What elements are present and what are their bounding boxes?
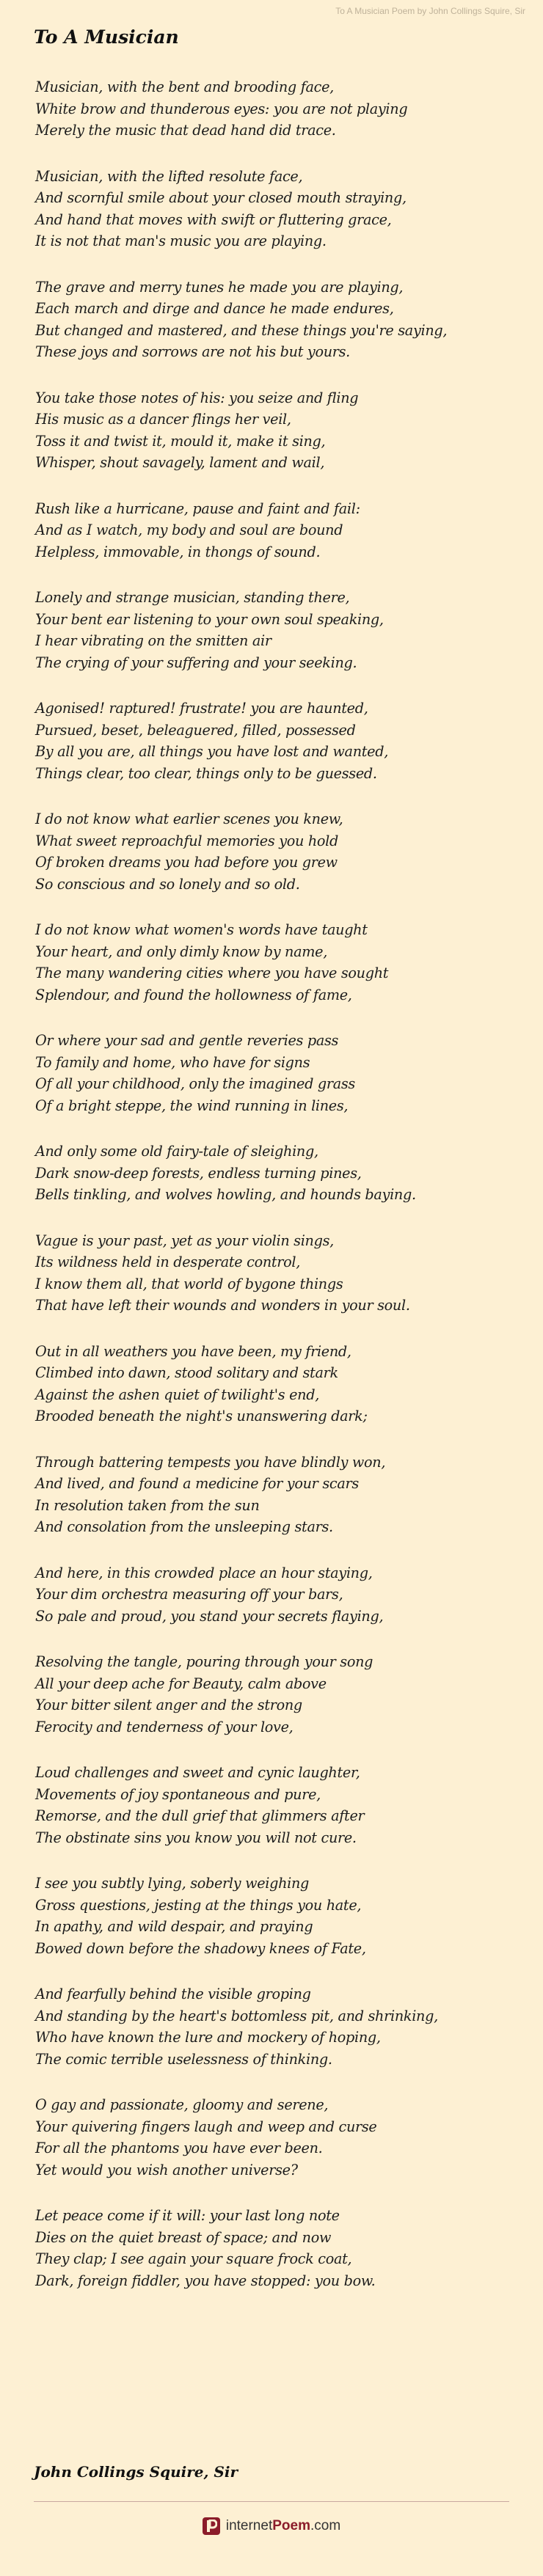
page-meta-caption: To A Musician Poem by John Collings Squire, Sir <box>335 6 525 16</box>
stanza <box>35 919 520 1006</box>
poem-line: All your deep ache for Beauty, calm above <box>35 1675 327 1692</box>
stanza <box>35 1651 520 1738</box>
poem-line: Bowed down before the shadowy knees of Fate, <box>35 1939 366 1957</box>
poem-line: His music as a dancer flings her veil, <box>35 411 291 428</box>
poem-line: Musician, with the bent and brooding face, <box>35 78 334 95</box>
poem-line: And hand that moves with swift or fluttering grace, <box>35 211 392 228</box>
brand-name: Poem <box>272 2518 310 2533</box>
poem-line: Musician, with the lifted resolute face, <box>35 167 303 185</box>
poem-line: Through battering tempests you have blindly won, <box>35 1453 386 1471</box>
stanza <box>35 1141 520 1206</box>
poem-line: Helpless, immovable, in thongs of sound. <box>35 543 321 560</box>
poem-line: Your quivering fingers laugh and weep and curse <box>35 2118 377 2135</box>
stanza <box>35 698 520 784</box>
poem-line: The crying of your suffering and your seeking. <box>35 654 357 671</box>
poem-line: Dark, foreign fiddler, you have stopped: you bow. <box>35 2272 376 2289</box>
poem-line: And fearfully behind the visible groping <box>35 1986 311 2002</box>
poem-line: Things clear, too clear, things only to be guessed. <box>35 764 377 782</box>
poem-line: Against the ashen quiet of twilight's end, <box>35 1386 320 1403</box>
stanza <box>35 1452 520 1538</box>
poem-line: Let peace come if it will: your last long note <box>35 2207 340 2224</box>
poem-line: Out in all weathers you have been, my friend, <box>35 1342 351 1360</box>
poem-line: O gay and passionate, gloomy and serene, <box>35 2096 329 2113</box>
footer-divider <box>34 2501 509 2502</box>
poem-line: Loud challenges and sweet and cynic laughter, <box>35 1764 360 1781</box>
poem-line: Pursued, beset, beleaguered, filled, possessed <box>35 721 356 739</box>
poem-line: Your bent ear listening to your own soul speaking, <box>35 610 384 628</box>
poem-line: And scornful smile about your closed mouth straying, <box>35 189 407 206</box>
poem-line: Of broken dreams you had before you grew <box>35 854 338 871</box>
poem-line: Your bitter silent anger and the strong <box>35 1697 302 1713</box>
stanza <box>35 1562 520 1628</box>
stanza <box>35 587 520 673</box>
poem-line: Your heart, and only dimly know by name, <box>35 943 327 960</box>
poem-line: I do not know what women's words have taught <box>35 921 368 938</box>
stanza <box>35 277 520 363</box>
poem-line: Movements of joy spontaneous and pure, <box>35 1785 321 1803</box>
stanza <box>35 1341 520 1427</box>
poem-line: But changed and mastered, and these things you're saying, <box>35 321 448 339</box>
poem-line: It is not that man's music you are playing. <box>35 233 327 249</box>
poem-line: Or where your sad and gentle reveries pass <box>35 1032 339 1049</box>
poem-line: Who have known the lure and mockery of hoping, <box>35 2029 381 2046</box>
stanza <box>35 166 520 252</box>
poem-line: By all you are, all things you have lost and wanted, <box>35 743 388 760</box>
poem-line: Gross questions, jesting at the things you hate, <box>35 1896 362 1914</box>
poem-line: Yet would you wish another universe? <box>35 2161 298 2178</box>
poem-line: Resolving the tangle, pouring through your song <box>35 1653 373 1670</box>
poem-line: The grave and merry tunes he made you are playing, <box>35 278 404 296</box>
poem-line: That have left their wounds and wonders in your soul. <box>35 1297 410 1314</box>
poem-line: The comic terrible uselessness of thinking. <box>35 2050 332 2068</box>
poem-line: Remorse, and the dull grief that glimmers after <box>35 1807 365 1824</box>
stanza <box>35 76 520 142</box>
poem-line: Dark snow-deep forests, endless turning pines, <box>35 1164 362 1182</box>
poem-line: So pale and proud, you stand your secrets flaying, <box>35 1607 384 1625</box>
stanza <box>35 1983 520 2070</box>
poem-line: Rush like a hurricane, pause and faint and fail: <box>35 500 360 517</box>
stanza <box>35 387 520 474</box>
brand-prefix: internet <box>225 2518 273 2533</box>
poem-line: The obstinate sins you know you will not cure. <box>35 1829 357 1846</box>
poem-line: I see you subtly lying, soberly weighing <box>35 1875 310 1892</box>
poem-line: I hear vibrating on the smitten air <box>35 632 272 649</box>
stanza <box>35 2094 520 2181</box>
poem-line: Splendour, and found the hollowness of fame, <box>35 986 352 1003</box>
stanza <box>35 498 520 563</box>
poem-line: To family and home, who have for signs <box>35 1053 310 1071</box>
poem-line: And here, in this crowded place an hour staying, <box>35 1564 373 1581</box>
poem-line: Dies on the quiet breast of space; and now <box>35 2228 332 2246</box>
poem-line: Each march and dirge and dance he made endures, <box>35 300 394 317</box>
poem-author[interactable]: John Collings Squire, Sir <box>34 2463 238 2481</box>
poem-line: For all the phantoms you have ever been. <box>35 2140 323 2156</box>
poem-line: Your dim orchestra measuring off your bars, <box>35 1586 343 1603</box>
stanza <box>35 1873 520 1959</box>
poem-line: Vague is your past, yet as your violin sings, <box>35 1232 334 1249</box>
poem-line: Ferocity and tenderness of your love, <box>35 1718 294 1735</box>
poem-line: They clap; I see again your square frock coat, <box>35 2250 352 2267</box>
stanza <box>35 1030 520 1116</box>
poem-line: Brooded beneath the night's unanswering dark; <box>35 1408 368 1424</box>
poem-line: And lived, and found a medicine for your scars <box>35 1475 359 1492</box>
poem-line: White brow and thunderous eyes: you are not playing <box>35 100 408 117</box>
brand-wordmark <box>226 2518 340 2534</box>
poem-line: Climbed into dawn, stood solitary and stark <box>35 1364 338 1381</box>
poem-body <box>35 76 520 2316</box>
stanza <box>35 1230 520 1317</box>
poem-line: In resolution taken from the sun <box>35 1496 260 1514</box>
poem-line: I know them all, that world of bygone things <box>35 1275 343 1292</box>
poem-line: And only some old fairy-tale of sleighing, <box>35 1143 318 1160</box>
poem-line: So conscious and so lonely and so old. <box>35 875 300 893</box>
poem-line: Of all your childhood, only the imagined grass <box>35 1075 355 1092</box>
site-brand-logo[interactable] <box>0 2517 543 2535</box>
poem-line: The many wandering cities where you have sought <box>35 965 389 981</box>
poem-line: Its wildness held in desperate control, <box>35 1254 301 1270</box>
poem-line: And consolation from the unsleeping stars. <box>35 1518 333 1535</box>
poem-line: And standing by the heart's bottomless pit, and shrinking, <box>35 2007 438 2024</box>
stanza <box>35 1762 520 1848</box>
brand-suffix: .com <box>310 2518 341 2533</box>
poem-line: Lonely and strange musician, standing there, <box>35 589 350 606</box>
stanza <box>35 2205 520 2291</box>
poem-line: I do not know what earlier scenes you knew, <box>35 811 343 827</box>
poem-line: Of a bright steppe, the wind running in lines, <box>35 1097 349 1114</box>
poem-line: These joys and sorrows are not his but yours. <box>35 343 350 360</box>
poem-line: You take those notes of his: you seize and fling <box>35 389 359 406</box>
poem-line: What sweet reproachful memories you hold <box>35 832 338 849</box>
poem-line: Merely the music that dead hand did trace. <box>35 122 336 139</box>
poem-line: In apathy, and wild despair, and praying <box>35 1918 313 1935</box>
poem-line: Toss it and twist it, mould it, make it sing, <box>35 432 326 450</box>
poem-line: Agonised! raptured! frustrate! you are haunted, <box>35 700 368 717</box>
stanza <box>35 808 520 895</box>
poem-line: And as I watch, my body and soul are bound <box>35 522 343 538</box>
poem-line: Whisper, shout savagely, lament and wail, <box>35 454 325 471</box>
poem-title: To A Musician <box>34 26 179 48</box>
p-logo-icon <box>203 2517 220 2535</box>
poem-line: Bells tinkling, and wolves howling, and hounds baying. <box>35 1186 416 1203</box>
